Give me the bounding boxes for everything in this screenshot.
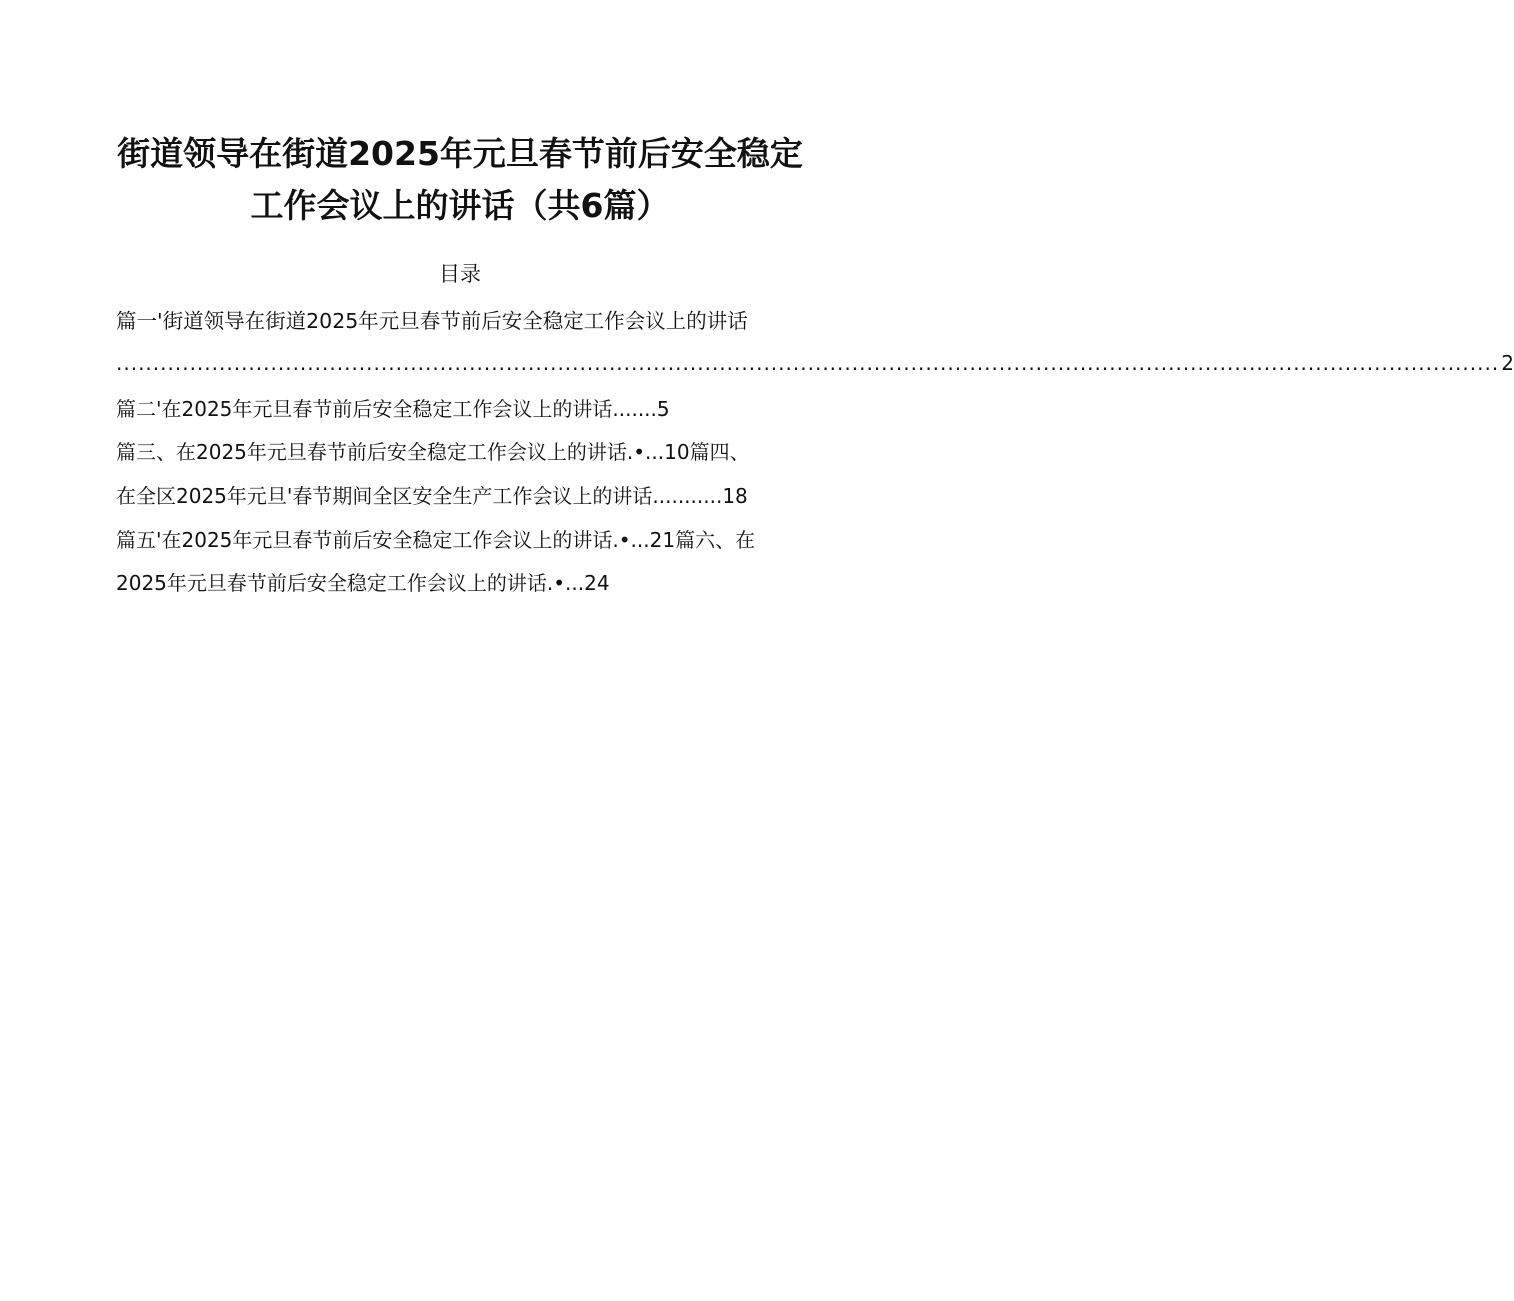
toc-heading: 目录 <box>439 262 481 286</box>
toc-entry-6[interactable]: 2025年元旦春节前后安全稳定工作会议上的讲话.•...24 <box>116 571 610 595</box>
document-title-line-2: 工作会议上的讲话（共6篇） <box>250 186 670 225</box>
leader-row <box>116 348 1514 378</box>
document-title-line-1: 街道领导在街道2025年元旦春节前后安全稳定 <box>117 134 803 173</box>
leader-dots: ............................................................................................................................................................................................ <box>116 351 1500 375</box>
toc-entry-3[interactable]: 篇三、在2025年元旦春节前后安全稳定工作会议上的讲话.•...10篇四、 <box>116 440 750 464</box>
toc-page-number: 2 <box>1501 351 1514 375</box>
toc-entry-4[interactable]: 在全区2025年元旦'春节期间全区安全生产工作会议上的讲话...........18 <box>116 484 748 508</box>
toc-entry-2[interactable]: 篇二'在2025年元旦春节前后安全稳定工作会议上的讲话.......5 <box>116 397 670 421</box>
toc-entry-5[interactable]: 篇五'在2025年元旦春节前后安全稳定工作会议上的讲话.•...21篇六、在 <box>116 528 756 552</box>
toc-entry-1[interactable]: 篇一'街道领导在街道2025年元旦春节前后安全稳定工作会议上的讲话 <box>116 309 748 333</box>
toc-entry-1-leader[interactable] <box>116 348 1514 378</box>
